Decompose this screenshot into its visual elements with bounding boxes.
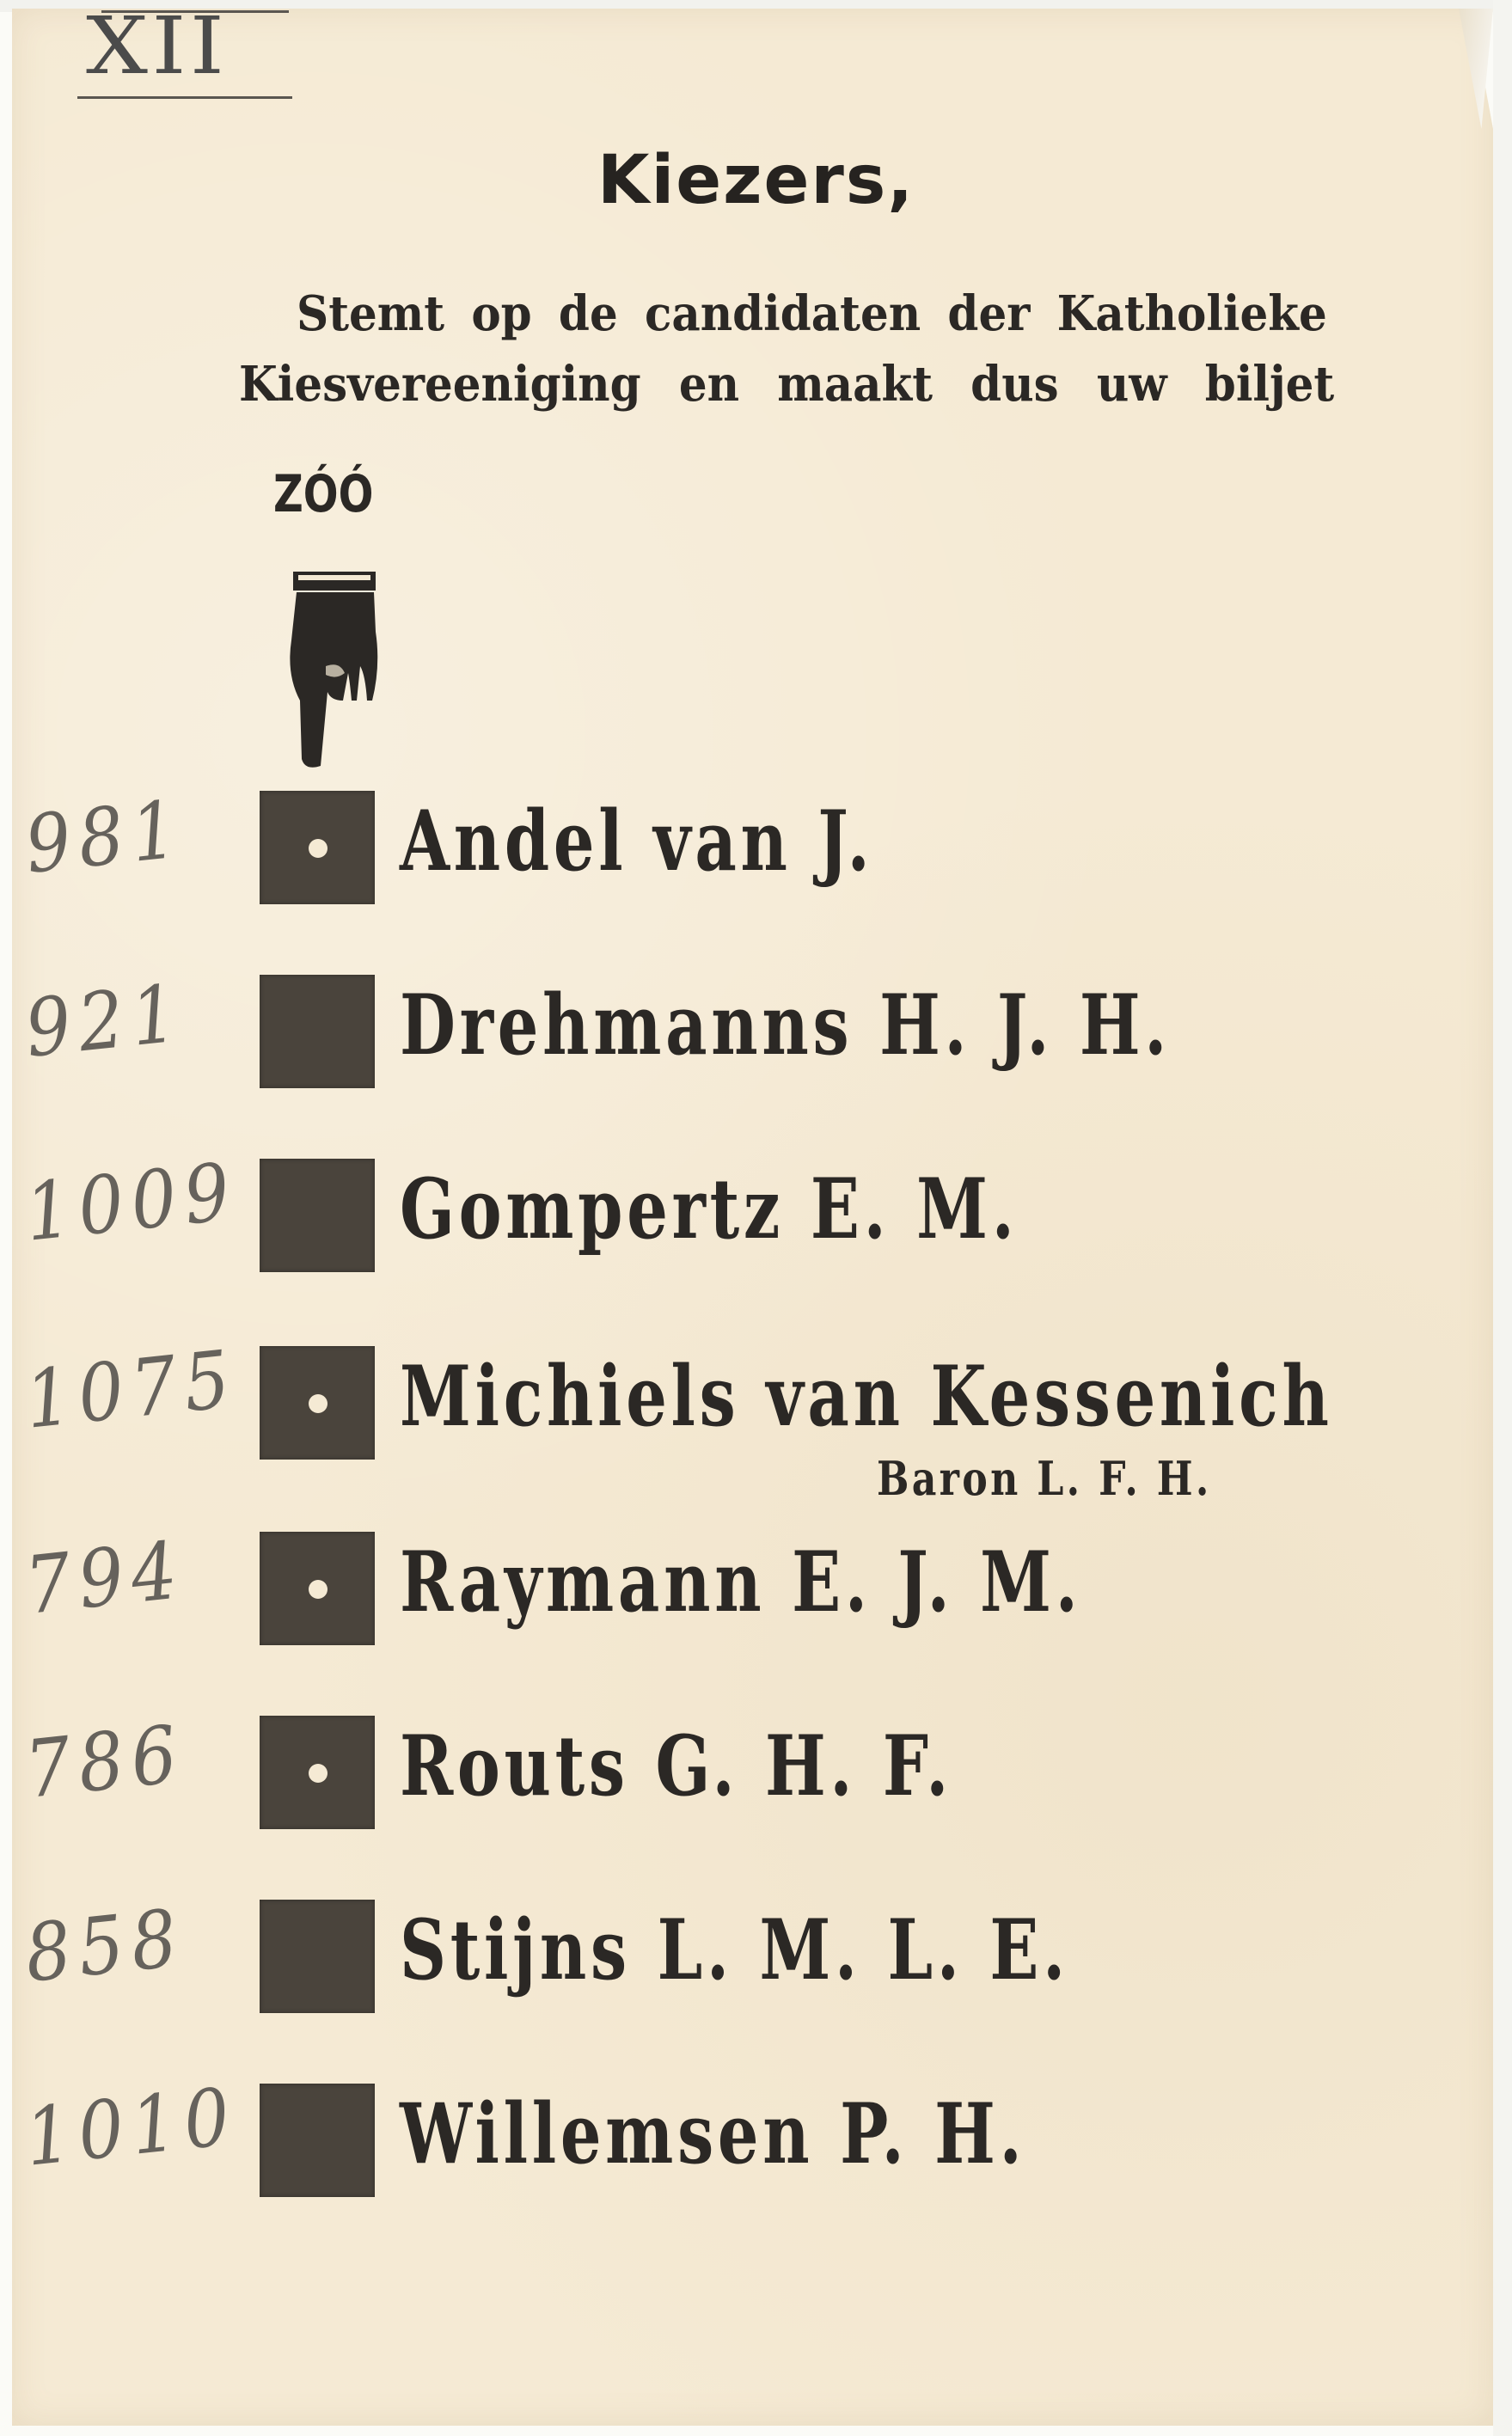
pointing-hand-icon bbox=[271, 572, 383, 769]
intro-line-2: Kiesvereeniging en maakt dus uw biljet bbox=[239, 356, 1335, 413]
candidate-row bbox=[0, 2070, 1512, 2213]
candidate-name: Gompertz E. M. bbox=[400, 1160, 1019, 1258]
zoo-label: ZÓÓ bbox=[273, 464, 374, 524]
handwritten-tally: 1010 bbox=[21, 2070, 242, 2184]
candidate-name: Routs G. H. F. bbox=[400, 1717, 952, 1815]
roman-numeral-underline bbox=[77, 96, 292, 99]
candidate-subtitle: Baron L. F. H. bbox=[877, 1451, 1212, 1506]
page-title: Kiezers, bbox=[597, 142, 915, 219]
candidate-name: Drehmanns H. J. H. bbox=[400, 976, 1172, 1074]
handwritten-tally: 794 bbox=[21, 1523, 189, 1632]
candidate-row bbox=[0, 1332, 1512, 1506]
candidate-row bbox=[0, 1891, 1512, 2029]
candidate-row bbox=[0, 1523, 1512, 1661]
handwritten-tally: 1075 bbox=[21, 1332, 242, 1447]
vote-box[interactable] bbox=[260, 791, 375, 904]
handwritten-tally: 786 bbox=[21, 1707, 189, 1816]
vote-box[interactable] bbox=[260, 975, 375, 1088]
candidate-name: Stijns L. M. L. E. bbox=[400, 1901, 1069, 1998]
candidate-row bbox=[0, 1145, 1512, 1288]
candidate-name: Willemsen P. H. bbox=[400, 2085, 1026, 2182]
vote-box[interactable] bbox=[260, 1532, 375, 1645]
vote-box[interactable] bbox=[260, 1716, 375, 1829]
vote-box[interactable] bbox=[260, 1900, 375, 2013]
candidate-name: Michiels van Kessenich bbox=[400, 1348, 1333, 1445]
candidate-name: Andel van J. bbox=[400, 793, 874, 890]
roman-numeral: XII bbox=[86, 0, 229, 92]
candidate-row bbox=[0, 966, 1512, 1104]
handwritten-tally: 981 bbox=[21, 782, 189, 891]
intro-line-1: Stemt op de candidaten der Katholieke bbox=[297, 285, 1327, 342]
vote-box[interactable] bbox=[260, 1346, 375, 1460]
vote-box[interactable] bbox=[260, 1159, 375, 1272]
vote-box[interactable] bbox=[260, 2084, 375, 2197]
candidate-name: Raymann E. J. M. bbox=[400, 1533, 1082, 1631]
handwritten-tally: 1009 bbox=[21, 1145, 242, 1259]
candidate-row bbox=[0, 782, 1512, 920]
handwritten-tally: 921 bbox=[21, 966, 189, 1075]
candidate-row bbox=[0, 1707, 1512, 1845]
handwritten-tally: 858 bbox=[21, 1891, 189, 2000]
